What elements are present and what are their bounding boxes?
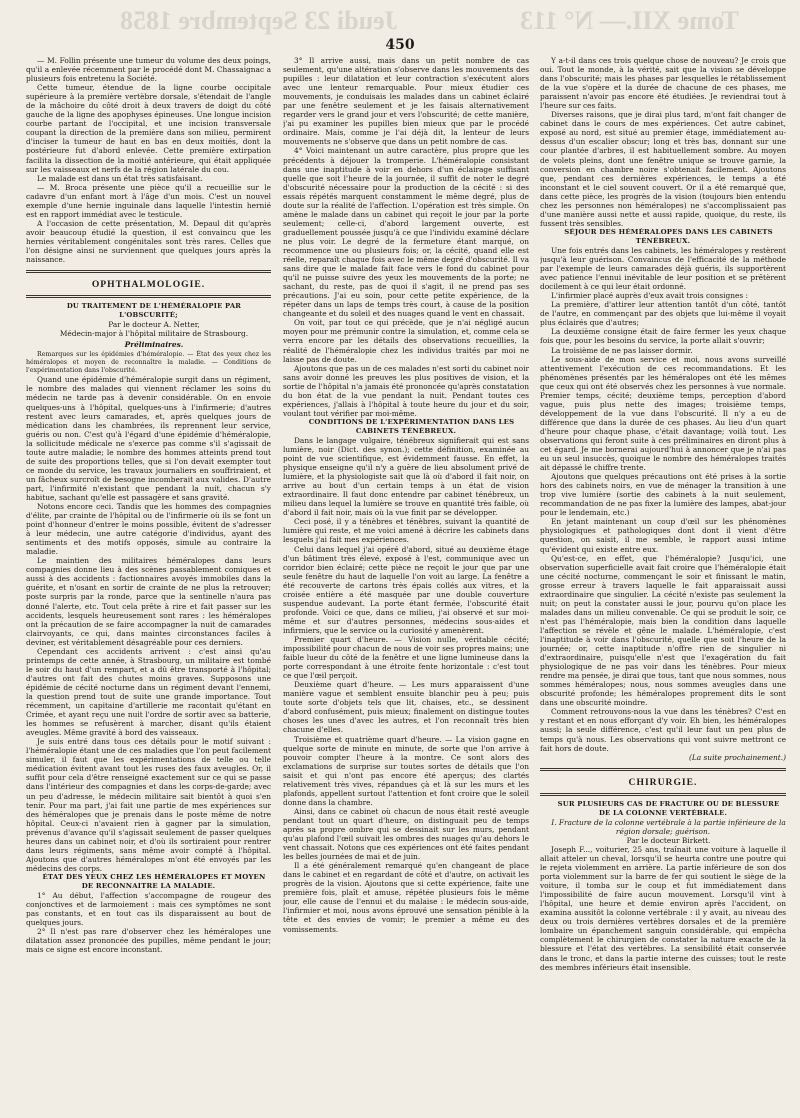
subheading: ÉTAT DES YEUX CHEZ LES HÉMÉRALOPES ET MOYEN DE RECONNAITRE LA MALADIE. <box>42 872 266 890</box>
paragraph: Ajoutons que pas un de ces malades n'est sorti du cabinet noir sans avoir donné les preuves les plus positives de vision, et la sortie de l'hôpital n'a jamais été prononcée qu'après constatation du bon état de la vue pendant la nuit. Pendant toutes ces expériences, j'allais à l'hôpital à toute heure du jour et du soir, voulant tout vérifier par moi-même. <box>283 363 529 418</box>
column-left <box>26 56 271 1112</box>
paragraph: La troisième de ne pas laisser dormir. <box>551 345 693 355</box>
paragraph: Cependant ces accidents arrivent : c'est ainsi qu'au printemps de cette année, à Strasbourg, un militaire est tombé le soir du haut d'un rempart, et a dû être transporté à l'hôpital; d'autres ont fait des chutes moins graves. Supposons une épidémie de cécité nocturne dans un régiment devant l'ennemi, la question prend tout de suite une grande importance. Tout récemment, un capitaine d'artillerie me racontait qu'étant en Crimée, et ayant reçu une nuit l'ordre de sortir avec sa batterie, les hommes se refusèrent à marcher, disant qu'ils étaient aveugles. Même gravité à bord des vaisseaux. <box>26 646 271 738</box>
affiliation: Médecin-major à l'hôpital militaire de Strasbourg. <box>59 329 249 339</box>
byline: Par le docteur Birkett. <box>626 835 711 845</box>
paragraph: On voit, par tout ce qui précède, que je n'ai négligé aucun moyen pour me prémunir contre la simulation, et, comme cela se verra encore par les détails des observations recueillies, la réalité de l'héméralopie chez les individus traités par moi ne laisse pas de doute. <box>283 318 529 364</box>
paragraph: Ainsi, dans ce cabinet où chacun de nous était resté aveugle pendant tout un quart d'heure, on distinguait peu de temps après sa propre ombre qui se dessinait sur les murs, pendant qu'au plafond l'œil suivait les ombres des nuages qu'au dehors le vent chassait. Notons que ces expériences ont été faites pendant les belles journées de mai et de juin. <box>283 806 529 862</box>
paragraph: Une fois entrés dans les cabinets, les héméralopes y restèrent jusqu'à leur guérison. Convaincus de l'efficacité de la méthode par l'exemple de leurs camarades déjà guéris, ils supportèrent avec patience l'ennui inévitable de leur position et se prêtèrent docilement à ce qui leur était ordonné. <box>540 245 786 292</box>
paragraph: En jetant maintenant un coup d'œil sur les phénomènes physiologiques et pathologiques dont dont il vient d'être question, on saisit, il me semble, le rapport aussi intime qu'évident qui existe entre eux. <box>540 517 786 554</box>
paragraph: Premier quart d'heure. — Vision nulle, véritable cécité; impossibilité pour chacun de nous de voir ses propres mains; une faible lueur du côté de la fenêtre et une ligne lumineuse dans la porte correspondant à une étroite fente horizontale : c'est tout ce que l'œil perçoit. <box>283 635 529 681</box>
paragraph: Celui dans lequel j'ai opéré d'abord, situé au deuxième étage d'un bâtiment très élevé, exposé à l'est, communique avec un corridor bien éclairé; cette pièce ne reçoit le jour que par une seule fenêtre du haut de laquelle l'on voit au large. La fenêtre a été recouverte de cartons très épais collés aux vitres, et la croisée entière a été masquée par une double couverture suspendue audevant. La porte étant fermée, l'obscurité était profonde. Voici ce que, dans ce milieu, j'ai observé et sur moi-même et sur d'autres personnes, médecins sous-aides et infirmiers, que le service ou la curiosité y amenèrent. <box>283 544 529 635</box>
prelim-heading: Préliminaires. <box>124 340 184 350</box>
paragraph: 2° Il n'est pas rare d'observer chez les héméralopes une dilatation assez prononcée des pupilles, même pendant le jour; mais ce signe est encore inconstant. <box>26 927 271 955</box>
subheading: SÉJOUR DES HÉMÉRALOPES DANS LES CABINETS TÉNÉBREUX. <box>564 227 773 245</box>
byline: Par le docteur A. Netter, <box>108 320 200 330</box>
section-heading-ophthalmologie: OPHTHALMOLOGIE. <box>91 279 206 291</box>
subheading: CONDITIONS DE L'EXPÉRIMENTATION DANS LES CABINETS TÉNÉBREUX. <box>308 417 515 435</box>
case-title: I. Fracture de la colonne vertébrale à la partie inférieure de la région dorsale; guérison. <box>551 817 786 836</box>
section-rule <box>26 270 271 273</box>
paragraph: Ajoutons que quelques précautions ont été prises à la sortie hors des cabinets noirs, en vue de ménager la transition à une trop vive lumière (sortie des cabinets à la nuit seulement, recommandation de ne pas fixer la lumière des lampes, abat-jour pour le lendemain, etc.) <box>540 472 786 518</box>
section-heading-chirurgie: CHIRURGIE. <box>628 776 698 788</box>
paragraph: La première, d'attirer leur attention tantôt d'un côté, tantôt de l'autre, en commençant par des objets que lui-même il voyait plus éclairés que d'autres; <box>540 300 786 328</box>
paragraph: Ceci posé, il y a ténèbres et ténèbres, suivant la quantité de lumière qui reste, et me voici amené à décrire les cabinets dans lesquels j'ai fait mes expériences. <box>283 517 529 545</box>
paragraph: Il a été généralement remarqué qu'en changeant de place dans le cabinet et en regardant de côté et d'autre, on activait les progrès de la vision. Ajoutons que si cette expérience, faite une première fois, plaît et amuse, répétée plusieurs fois le même jour, elle cause de l'ennui et du malaise : le médecin sous-aide, l'infirmier et moi, nous avons éprouvé une sensation pénible à la tête et des envies de vomir; le premier a même eu des vomissements. <box>283 861 529 934</box>
paragraph: Notons encore ceci. Tandis que les hommes des compagnies d'élite, par crainte de l'hôpital ou de l'infirmerie où ils se font un point d'honneur d'entrer le moins possible, évitent de s'adresser à leur médecin, une autre catégorie d'individus, ayant des sentiments et des motifs opposés, simule au contraire la maladie. <box>26 502 271 557</box>
to-be-continued: (La suite prochainement.) <box>688 752 786 762</box>
article-summary: Remarques sur les épidémies d'héméralopie. — État des yeux chez les héméralopes et moyen de reconnaître la maladie. — Conditions de l'expérimentation dans l'obscurité. <box>26 351 271 375</box>
paragraph: L'infirmier placé auprès d'eux avait trois consignes : <box>551 291 749 301</box>
paragraph: Le malade est dans un état très satisfaisant. <box>37 173 203 183</box>
paragraph: Qu'est-ce, en effet, que l'héméralopie? Jusqu'ici, une observation superficielle avait fait croire que l'héméralopie était une cécité nocturne, commençant le soir et finissant le matin, grosse erreur à travers laquelle le fait apparaissait aussi extraordinaire que singulier. La cécité n'existe pas seulement la nuit; on peut la constater aussi le jour, pourvu qu'on place les malades dans un milieu convenable. Ce qui se produit le soir, ce n'est pas l'héméralopie, mais bien la condition dans laquelle l'affection se révèle et gêne le malade. L'héméralopie, c'est l'inaptitude à voir dans l'obscurité, quelle que soit l'heure de la journée; or, cette inaptitude n'offre rien de singulier ni d'extraordinaire, puisqu'elle n'est que l'exagération du fait physiologique de ne pas voir dans les ténèbres. Pour mieux rendre ma pensée, je dirai que tous, tant que nous sommes, nous sommes héméralopes; nous, nous sommes aveugles dans une obscurité profonde; les héméralopes proprement dits le sont dans une obscurité moindre. <box>540 553 786 708</box>
paragraph: 1° Au début, l'affection s'accompagne de rougeur des conjonctives et de larmoiement : mais ces symptômes ne sont pas constants, et en tout cas ils disparaissent au bout de quelques jours. <box>26 891 271 928</box>
paragraph: Cette tumeur, étendue de la ligne courbe occipitale supérieure à la première vertèbre dorsale, s'étendait de l'angle de la mâchoire du côté droit à deux travers de doigt du côté gauche de la ligne des apophyses épineuses. Une longue incision courbe partant de l'occipital, et une incision transversale coupant la direction de la première dans son milieu, permirent d'inciser la tumeur de haut en bas en deux moitiés, dont la postérieure fut d'abord enlevée. Cette première extirpation facilita la dissection de la moitié antérieure, qui était appliquée sur les vaisseaux et nerfs de la région latérale du cou. <box>26 83 271 174</box>
bleed-through-text: Jeudi 23 Septembre 1858 Tome XII.— N° 113 <box>120 6 739 35</box>
paragraph: Comment retrouvons-nous la vue dans les ténèbres? C'est en y restant et en nous efforçant d'y voir. Eh bien, les héméralopes aussi; la seule différence, c'est qu'il leur faut un peu plus de temps qu'à nous. Les observations qui vont suivre mettront ce fait hors de doute. <box>540 707 786 753</box>
paragraph: Le sous-aide de mon service et moi, nous avons surveillé attentivement l'exécution de ces recommandations. Et les phénomènes présentés par les héméralopes ont été les mêmes que ceux qui ont été observés chez les personnes à vue normale. Premier temps, cécité; deuxième temps, perception d'abord vague, puis plus nette des images; troisième temps, développement de la vue dans l'obscurité. Il n'y a eu de différence que dans la durée de ces phases. Au lieu d'un quart d'heure pour chaque phase, c'était davantage; voilà tout. Les observations qui feront suite à ces préliminaires en diront plus à cet égard. Je me bornerai aujourd'hui à annoncer que je n'ai pas eu un seul insuccès, quoique le nombre des héméralopes traités ait dépassé le chiffre trente. <box>540 354 786 473</box>
section-rule <box>540 793 786 796</box>
paragraph: 3° Il arrive aussi, mais dans un petit nombre de cas seulement, qu'une altération s'observe dans les mouvements des pupilles : leur dilatation et leur contraction s'exécutent alors avec une lenteur remarquable. Pour mieux étudier ces mouvements, je conduisais les malades dans un cabinet éclairé par une fenêtre seulement et je les faisais alternativement regarder vers le grand jour et vers l'obscurité; de cette manière, j'ai pu examiner les pupilles bien mieux que par le procédé ordinaire. Mais, comme je l'ai déjà dit, la lenteur de leurs mouvements ne s'observe que dans un petit nombre de cas. <box>283 56 529 147</box>
page-number: 450 <box>385 37 415 53</box>
article-title: DU TRAITEMENT DE L'HÉMÉRALOPIE PAR L'OBSCURITÉ; <box>66 302 242 320</box>
paragraph: Y a-t-il dans ces trois quelque chose de nouveau? Je crois que oui. Tout le monde, à la vérité, sait que la vision se développe dans l'obscurité; mais les phases par lesquelles le rétablissement de la vue s'opère et la durée de chacune de ces phases, me paraissent n'avoir pas encore été étudiées. Je reviendrai tout à l'heure sur ces faits. <box>540 56 786 111</box>
paragraph: Le maintien des militaires héméralopes dans leurs compagnies donne lieu à des scènes passablement comiques et aussi à des accidents : factionnaires avoyés immobiles dans la guérite, et n'osant en sortir de crainte de ne plus la retrouver; poste surpris par la ronde, parce que la sentinelle n'aura pas donné l'alerte, etc. Tout cela prête à rire et fait passer sur les accidents, lesquels heureusement sont rares : les héméralopes ont la précaution de se faire accompagner la nuit de camarades clairvoyants, ce qui, dans maintes circonstances faciles à deviner, est véritablement désagréable pour ces derniers. <box>26 556 271 647</box>
paragraph: A l'occasion de cette présentation, M. Depaul dit qu'après avoir beaucoup étudié la question, il est convaincu que les hernies véritablement congénitales sont très rares. Celles que l'on désigne ainsi ne surviennent que quelques jours après la naissance. <box>26 218 271 265</box>
paragraph: La deuxième consigne était de faire fermer les yeux chaque fois que, pour les besoins du service, la porte allait s'ouvrir; <box>540 327 786 346</box>
column-middle <box>283 56 529 1112</box>
section-rule <box>26 295 271 298</box>
paragraph: Quand une épidémie d'héméralopie surgit dans un régiment, le nombre des malades qui viennent réclamer les soins du médecin ne tarde pas à devenir considérable. On en envoie quelques-uns à l'hôpital, quelques-uns à l'infirmerie; d'autres restent avec leurs camarades, et, après quelques jours de médication dans les chambrées, ils reprennent leur service, guéris ou non. C'est qu'à l'égard d'une épidémie d'héméralopie, la sollicitude médicale ne s'exerce pas comme s'il s'agissait de toute autre maladie; le nombre des hommes atteints prend tout de suite des proportions telles, que si l'on devait exempter tout ce monde du service, les travaux journaliers en souffriraient, et un fâcheux surcroît de besogne incomberait aux valides. D'autre part, l'infirmité n'existant que pendant la nuit, chacun s'y habitue, sachant qu'elle est passagère et sans gravité. <box>26 375 271 502</box>
paragraph: Diverses raisons, que je dirai plus tard, m'ont fait changer de cabinet dans le cours de mes expériences. Cet autre cabinet, exposé au nord, est situé au premier étage, immédiatement au-dessus d'un escalier obscur; long et très bas, donnant sur une cour plantée d'arbres, il est habituellement sombre. Au moyen de volets pleins, dont une fenêtre unique se trouve garnie, la conversion en chambre noire s'obtenait facilement. Ajoutons que, pendant ces dernières expériences, le temps a été inconstant et le ciel souvent couvert. Or il a été remarqué que, dans cette pièce, les progrès de la vision (toujours bien entendu chez les personnes non héméralopes) ne s'accomplissaient pas d'une manière aussi nette et aussi rapide, quoique, du reste, ils fussent très sensibles. <box>540 110 786 228</box>
paragraph: Dans le langage vulgaire, ténébreux signifierait qui est sans lumière, noir (Dict. des synon.); cette définition, examinée au point de vue scientifique, est évidemment fausse. En effet, la physique enseigne qu'il n'y a guère de lieu absolument privé de lumière, et la physiologiste sait que là où d'abord il fait noir, on arrive au bout d'un certain temps à un état de vision extraordinaire. Il faut donc entendre par cabinet ténébreux, un milieu dans lequel la lumière se trouve en quantité très faible, où d'abord il fait noir, mais où la vue finit par se développer. <box>283 435 529 518</box>
paragraph: Joseph F..., voiturier, 25 ans, traînait une voiture à laquelle il allait atteler un cheval, lorsqu'il se heurta contre une poutre qui le rejeta violemment en arrière. La partie inférieure de son dos porta violemment sur la barre de fer qui soutient le siège de la voiture, il tomba sur le coup et fut immédiatement dans l'impossibilité de faire aucun mouvement. Lorsqu'il vint à l'hôpital, une heure et demie environ après l'accident, on examina aussitôt la colonne vertébrale : il y avait, au niveau des deux ou trois dernières vertèbres dorsales et de la première lombaire un épanchement sanguin considérable, qui empêcha complètement le chirurgien de constater la nature exacte de la blessure et l'état des vertèbres. La sensibilité était conservée dans le tronc, et dans la partie interne des cuisses; tout le reste des membres inférieurs était insensible. <box>540 844 786 972</box>
paragraph: Troisième et quatrième quart d'heure. — La vision gagne en quelque sorte de minute en minute, de sorte que l'on arrive à pouvoir compter l'heure à la montre. Ce sont alors des exclamations de surprise sur toutes sortes de détails que l'on saisit et qui n'ont pas encore été aperçus; des clartés relativement très vives, répandues çà et là sur les murs et les plafonds, appellent surtout l'attention et font croire que le soleil donne dans la chambre. <box>283 734 529 807</box>
paragraph: — M. Broca présente une pièce qu'il a recueillie sur le cadavre d'un enfant mort à l'âge d'un mois. C'est un nouvel exemple d'une hernie inguinale dans laquelle l'intestin hernié est en rapport immédiat avec le testicule. <box>26 182 271 219</box>
column-right <box>540 56 786 1112</box>
section-rule <box>540 768 786 771</box>
paragraph: Je suis entré dans tous ces détails pour le motif suivant : l'héméralopie étant une de ces maladies que l'on peut facilement simuler, il faut que les expérimentations de telle ou telle médication évitent avant tout les ruses des faux aveugles. Or, il suffit pour cela d'être renseigné exactement sur ce qui se passe dans l'intérieur des compagnies et dans les corps-de-garde; avec un peu d'adresse, le médecin militaire sait bientôt à quoi s'en tenir. Pour ma part, j'ai fait une partie de mes expériences sur des héméralopes que je prenais dans le poste même de notre hôpital. Ceux-ci n'avaient rien à gagner par la simulation, prévenus d'avance qu'il s'agissait seulement de passer quelques heures dans un cabinet noir, et d'où ils sortiraient pour rentrer dans leurs régiments, sans même avoir compté à l'hôpital. Ajoutons que d'autres héméralopes m'ont été envoyés par les médecins des corps. <box>26 737 271 873</box>
paragraph: 4° Voici maintenant un autre caractère, plus propre que les précédents à déjouer la tromperie. L'héméralopie consistant dans une inaptitude à voir en dehors d'un éclairage suffisant quelle que soit l'heure de la journée, il suffit de noter le degré d'obscurité nécessaire pour la production de la cécité : si des essais répétés marquent constamment le même degré, plus de doute sur la réalité de l'affection. L'opération est très simple. On amène le malade dans un cabinet qui reçoit le jour par la porte seulement; celle-ci, d'abord largement ouverte, est graduellement poussée jusqu'à ce que l'individu examiné déclare ne plus voir. Le degré de la fermeture étant marqué, on recommence une ou plusieurs fois; or, la cécité, quand elle est réelle, reparaît chaque fois avec le même degré d'obscurité. Il va sans dire que le malade fait face vers le fond du cabinet pour qu'il ne puisse suivre des yeux les mouvements de la porte; ne sachant, du reste, pas de quoi il s'agit, il ne prend pas ses précautions. J'ai eu soin, pour cette petite expérience, de la répéter dans un laps de temps très court, à cause de la position changeante et du soleil et des nuages quand le vent en chassait. <box>283 146 529 319</box>
paragraph: Deuxième quart d'heure. — Les murs apparaissent d'une manière vague et semblent ensuite blanchir peu à peu; puis toute sorte d'objets tels que lit, chaises, etc., se dessinent d'abord confusément, puis mieux; finalement on distingue toutes choses les unes d'avec les autres, et l'on reconnaît très bien chacune d'elles. <box>283 680 529 735</box>
article-title: SUR PLUSIEURS CAS DE FRACTURE OU DE BLESSURE DE LA COLONNE VERTÉBRALE. <box>557 799 780 817</box>
paragraph: — M. Follin présente une tumeur du volume des deux poings, qu'il a enlevée récemment par le procédé dont M. Chassaignac a plusieurs fois entretenu la Société. <box>26 56 271 84</box>
